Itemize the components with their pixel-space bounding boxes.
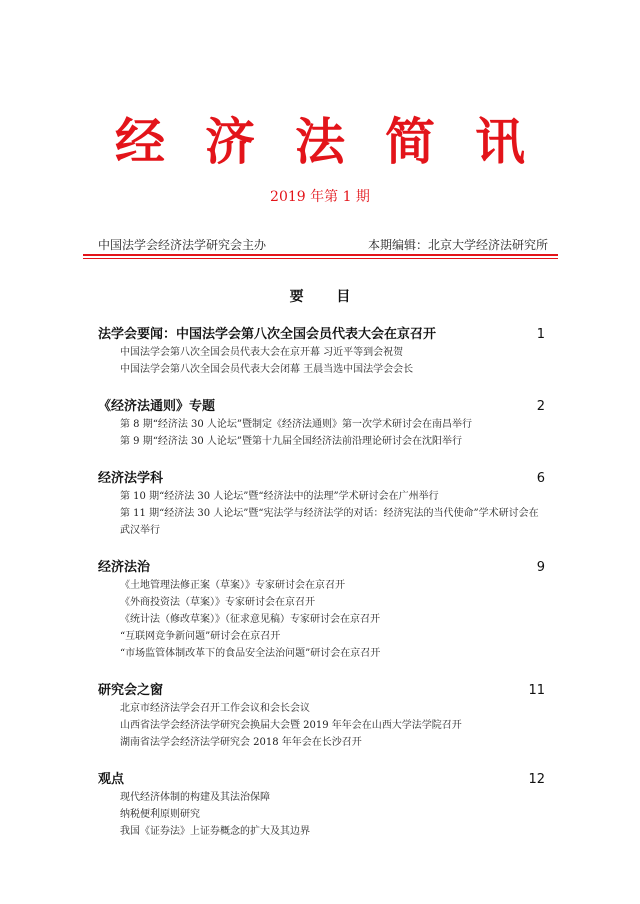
toc-entry[interactable]: 第 9 期“经济法 30 人论坛”暨第十九届全国经济法前沿理论研讨会在沈阳举行 (120, 436, 463, 447)
toc-section (98, 326, 545, 378)
section-title: 研究会之窗 (98, 683, 164, 698)
section-title: 观点 (98, 772, 125, 787)
toc-title: 要 目 (289, 289, 365, 305)
toc-entry[interactable]: 北京市经济法学会召开工作会议和会长会议 (120, 703, 310, 714)
header-rule-thin (83, 258, 558, 259)
issue-number: 2019 年第 1 期 (270, 189, 370, 205)
toc-entry[interactable]: 中国法学会第八次全国会员代表大会闭幕 王晨当选中国法学会会长 (120, 364, 414, 375)
header-rule-thick (83, 254, 558, 256)
toc-entry[interactable]: 第 11 期“经济法 30 人论坛”暨“宪法学与经济法学的对话：经济宪法的当代使命”学术研讨会在武汉举行 (120, 508, 539, 536)
section-title: 经济法学科 (98, 471, 164, 486)
toc-section-heading[interactable] (98, 559, 545, 577)
toc-section-heading[interactable] (98, 682, 545, 700)
section-page: 1 (536, 327, 545, 342)
toc-section (98, 559, 545, 662)
toc-entry[interactable]: “市场监管体制改革下的食品安全法治问题”研讨会在京召开 (120, 648, 381, 659)
toc-entry[interactable]: “互联网竞争新问题”研讨会在京召开 (120, 631, 281, 642)
toc-entry[interactable]: 纳税便利原则研究 (120, 809, 200, 820)
toc-section (98, 682, 545, 751)
toc-section-heading[interactable] (98, 771, 545, 789)
toc-entry[interactable]: 现代经济体制的构建及其法治保障 (120, 792, 270, 803)
host-line (98, 236, 548, 253)
masthead-title: 经济法简讯 (115, 112, 565, 171)
toc-section-heading[interactable] (98, 326, 545, 344)
section-page: 11 (528, 683, 545, 698)
sponsor-text: 中国法学会经济法学研究会主办 (98, 238, 267, 252)
table-of-contents (98, 326, 545, 860)
toc-entry[interactable]: 《土地管理法修正案（草案）》专家研讨会在京召开 (120, 580, 345, 591)
section-title: 经济法治 (98, 560, 151, 575)
toc-entry[interactable]: 我国《证券法》上证券概念的扩大及其边界 (120, 826, 310, 837)
toc-section (98, 771, 545, 840)
section-page: 9 (536, 560, 545, 575)
toc-entry[interactable]: 《外商投资法（草案）》专家研讨会在京召开 (120, 597, 315, 608)
toc-section (98, 470, 545, 539)
section-page: 6 (536, 471, 545, 486)
toc-entry[interactable]: 湖南省法学会经济法学研究会 2018 年年会在长沙召开 (120, 737, 362, 748)
section-title: 《经济法通则》专题 (98, 399, 216, 414)
section-title: 法学会要闻：中国法学会第八次全国会员代表大会在京召开 (98, 327, 437, 342)
toc-entry[interactable]: 《统计法（修改草案）》（征求意见稿）专家研讨会在京召开 (120, 614, 380, 625)
toc-entry[interactable]: 山西省法学会经济法学研究会换届大会暨 2019 年年会在山西大学法学院召开 (120, 720, 462, 731)
toc-entry[interactable]: 第 10 期“经济法 30 人论坛”暨“经济法中的法理”学术研讨会在广州举行 (120, 491, 439, 502)
toc-entry[interactable]: 第 8 期“经济法 30 人论坛”暨制定《经济法通则》第一次学术研讨会在南昌举行 (120, 419, 473, 430)
toc-section-heading[interactable] (98, 398, 545, 416)
toc-section-heading[interactable] (98, 470, 545, 488)
toc-entry[interactable]: 中国法学会第八次全国会员代表大会在京开幕 习近平等到会祝贺 (120, 347, 404, 358)
section-page: 12 (528, 772, 545, 787)
toc-section (98, 398, 545, 450)
section-page: 2 (536, 399, 545, 414)
editor-text: 本期编辑：北京大学经济法研究所 (367, 238, 548, 252)
